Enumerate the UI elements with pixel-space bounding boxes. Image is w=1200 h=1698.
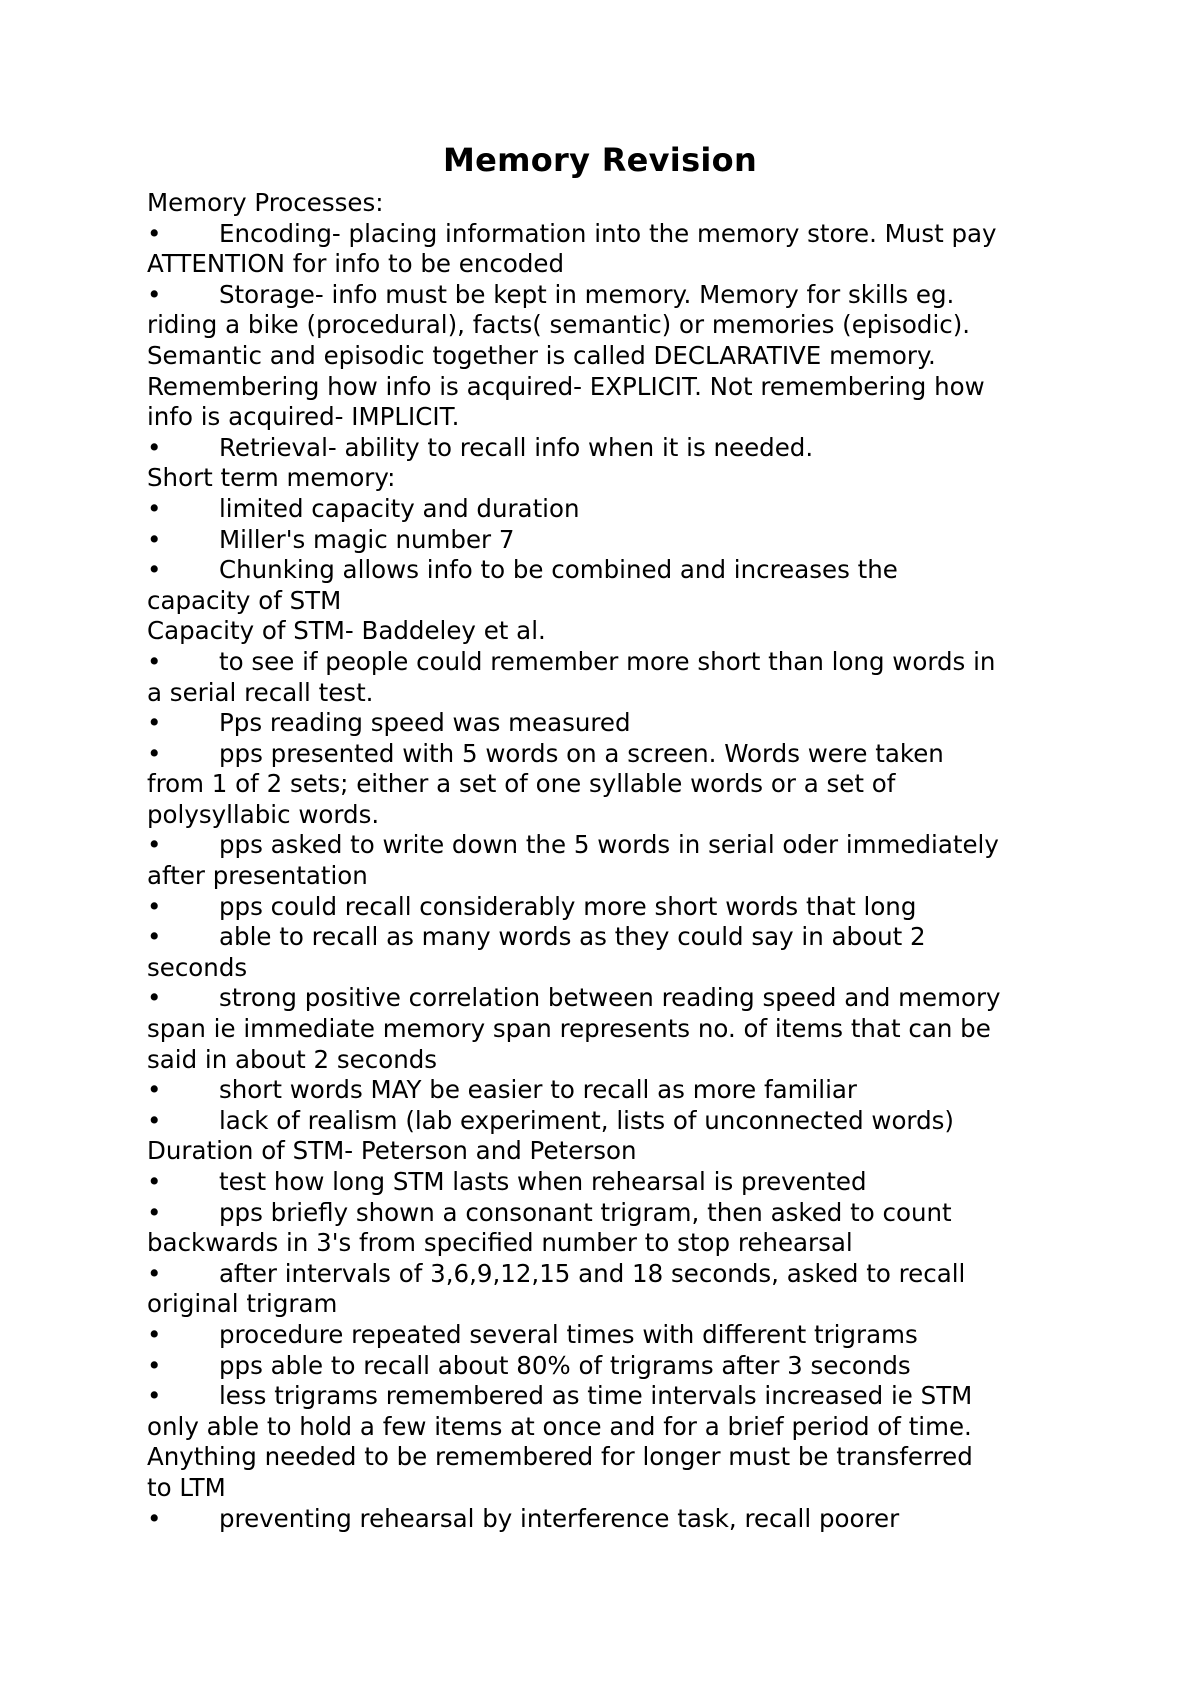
text-line bbox=[147, 769, 1087, 800]
text-line bbox=[147, 1412, 1087, 1443]
text-line bbox=[147, 953, 1087, 984]
line-text: Memory Processes: bbox=[147, 188, 384, 217]
bullet-marker: • bbox=[147, 1319, 162, 1349]
line-text: backwards in 3's from specified number to stop rehearsal bbox=[147, 1228, 853, 1258]
line-text: Short term memory: bbox=[147, 463, 396, 493]
line-text: less trigrams remembered as time intervals increased ie STM bbox=[219, 1381, 973, 1411]
text-line bbox=[147, 1473, 1087, 1504]
bullet-line bbox=[147, 525, 1087, 556]
bullet-line bbox=[147, 1075, 1087, 1106]
line-text: Miller's magic number 7 bbox=[219, 524, 515, 554]
bullet-line bbox=[147, 739, 1087, 770]
line-text: to see if people could remember more short than long words in bbox=[219, 646, 996, 676]
line-text: polysyllabic words. bbox=[147, 799, 380, 829]
bullet-marker: • bbox=[147, 738, 162, 768]
line-text: Remembering how info is acquired- EXPLICIT. Not remembering how bbox=[147, 371, 985, 401]
line-text: Encoding- placing information into the memory store. Must pay bbox=[219, 218, 997, 248]
text-line bbox=[147, 372, 1087, 403]
line-text: info is acquired- IMPLICIT. bbox=[147, 402, 460, 432]
line-text: a serial recall test. bbox=[147, 677, 374, 707]
line-text: from 1 of 2 sets; either a set of one syllable words or a set of bbox=[147, 769, 896, 799]
line-text: lack of realism (lab experiment, lists of unconnected words) bbox=[219, 1105, 954, 1135]
bullet-marker: • bbox=[147, 983, 162, 1013]
bullet-marker: • bbox=[147, 1381, 162, 1411]
line-text: limited capacity and duration bbox=[219, 493, 580, 523]
bullet-marker: • bbox=[147, 218, 162, 248]
bullet-marker: • bbox=[147, 646, 162, 676]
bullet-marker: • bbox=[147, 922, 162, 952]
line-text: said in about 2 seconds bbox=[147, 1044, 438, 1074]
bullet-line bbox=[147, 830, 1087, 861]
text-line bbox=[147, 616, 1087, 647]
bullet-line bbox=[147, 708, 1087, 739]
line-text: original trigram bbox=[147, 1289, 338, 1319]
line-text: pps could recall considerably more short words that long bbox=[219, 891, 917, 921]
line-text: after intervals of 3,6,9,12,15 and 18 seconds, asked to recall bbox=[219, 1258, 966, 1288]
line-text: Anything needed to be remembered for longer must be transferred bbox=[147, 1442, 973, 1472]
text-line bbox=[147, 249, 1087, 280]
text-line bbox=[147, 800, 1087, 831]
text-line bbox=[147, 1442, 1087, 1473]
bullet-marker: • bbox=[147, 708, 162, 738]
bullet-line bbox=[147, 647, 1087, 678]
bullet-line bbox=[147, 892, 1087, 923]
bullet-line bbox=[147, 983, 1087, 1014]
bullet-line bbox=[147, 433, 1087, 464]
bullet-line bbox=[147, 1259, 1087, 1290]
bullet-line bbox=[147, 1167, 1087, 1198]
text-line bbox=[147, 678, 1087, 709]
line-text: pps presented with 5 words on a screen. Words were taken bbox=[219, 738, 944, 768]
bullet-marker: • bbox=[147, 1350, 162, 1380]
text-line bbox=[147, 310, 1087, 341]
line-text: seconds bbox=[147, 952, 248, 982]
line-text: strong positive correlation between reading speed and memory bbox=[219, 983, 1001, 1013]
bullet-marker: • bbox=[147, 1105, 162, 1135]
bullet-line bbox=[147, 280, 1087, 311]
line-text: after presentation bbox=[147, 861, 368, 891]
line-text: pps asked to write down the 5 words in serial oder immediately bbox=[219, 830, 999, 860]
text-line bbox=[147, 861, 1087, 892]
line-text: Pps reading speed was measured bbox=[219, 708, 631, 738]
text-line bbox=[147, 1136, 1087, 1167]
bullet-marker: • bbox=[147, 830, 162, 860]
line-text: capacity of STM bbox=[147, 585, 342, 615]
line-text: able to recall as many words as they could say in about 2 bbox=[219, 922, 926, 952]
bullet-marker: • bbox=[147, 1167, 162, 1196]
bullet-marker: • bbox=[147, 1503, 162, 1533]
line-text: test how long STM lasts when rehearsal is prevented bbox=[219, 1167, 867, 1196]
page-title: Memory Revision bbox=[442, 141, 758, 179]
line-text: pps able to recall about 80% of trigrams after 3 seconds bbox=[219, 1350, 911, 1380]
bullet-marker: • bbox=[147, 891, 162, 921]
bullet-line bbox=[147, 922, 1087, 953]
bullet-line bbox=[147, 1351, 1087, 1382]
bullet-line bbox=[147, 219, 1087, 250]
bullet-marker: • bbox=[147, 524, 162, 554]
bullet-line bbox=[147, 1504, 1087, 1535]
text-line bbox=[147, 402, 1087, 433]
text-line bbox=[147, 1014, 1087, 1045]
line-text: Chunking allows info to be combined and increases the bbox=[219, 555, 898, 585]
line-text: span ie immediate memory span represents no. of items that can be bbox=[147, 1014, 991, 1044]
line-text: procedure repeated several times with different trigrams bbox=[219, 1319, 918, 1349]
bullet-line bbox=[147, 1381, 1087, 1412]
bullet-line bbox=[147, 494, 1087, 525]
text-line bbox=[147, 1045, 1087, 1076]
bullet-line bbox=[147, 1198, 1087, 1229]
line-text: riding a bike (procedural), facts( semantic) or memories (episodic). bbox=[147, 310, 971, 340]
bullet-marker: • bbox=[147, 1197, 162, 1227]
line-text: to LTM bbox=[147, 1472, 226, 1502]
line-text: only able to hold a few items at once and for a brief period of time. bbox=[147, 1411, 972, 1441]
document-body bbox=[147, 188, 1087, 1534]
line-text: Duration of STM- Peterson and Peterson bbox=[147, 1136, 637, 1166]
bullet-line bbox=[147, 1320, 1087, 1351]
bullet-marker: • bbox=[147, 555, 162, 585]
text-line bbox=[147, 188, 1087, 219]
bullet-marker: • bbox=[147, 432, 162, 462]
bullet-marker: • bbox=[147, 493, 162, 523]
line-text: ATTENTION for info to be encoded bbox=[147, 249, 565, 279]
bullet-marker: • bbox=[147, 1258, 162, 1288]
text-line bbox=[147, 341, 1087, 372]
bullet-marker: • bbox=[147, 1075, 162, 1105]
line-text: pps briefly shown a consonant trigram, then asked to count bbox=[219, 1197, 952, 1227]
text-line bbox=[147, 1228, 1087, 1259]
text-line bbox=[147, 586, 1087, 617]
line-text: Semantic and episodic together is called DECLARATIVE memory. bbox=[147, 340, 936, 370]
line-text: preventing rehearsal by interference task, recall poorer bbox=[219, 1503, 900, 1533]
line-text: Retrieval- ability to recall info when it is needed. bbox=[219, 432, 814, 462]
bullet-line bbox=[147, 1106, 1087, 1137]
text-line bbox=[147, 1289, 1087, 1320]
bullet-line bbox=[147, 555, 1087, 586]
line-text: Capacity of STM- Baddeley et al. bbox=[147, 616, 546, 646]
line-text: Storage- info must be kept in memory. Memory for skills eg. bbox=[219, 279, 955, 309]
bullet-marker: • bbox=[147, 279, 162, 309]
text-line bbox=[147, 463, 1087, 494]
line-text: short words MAY be easier to recall as more familiar bbox=[219, 1075, 857, 1105]
